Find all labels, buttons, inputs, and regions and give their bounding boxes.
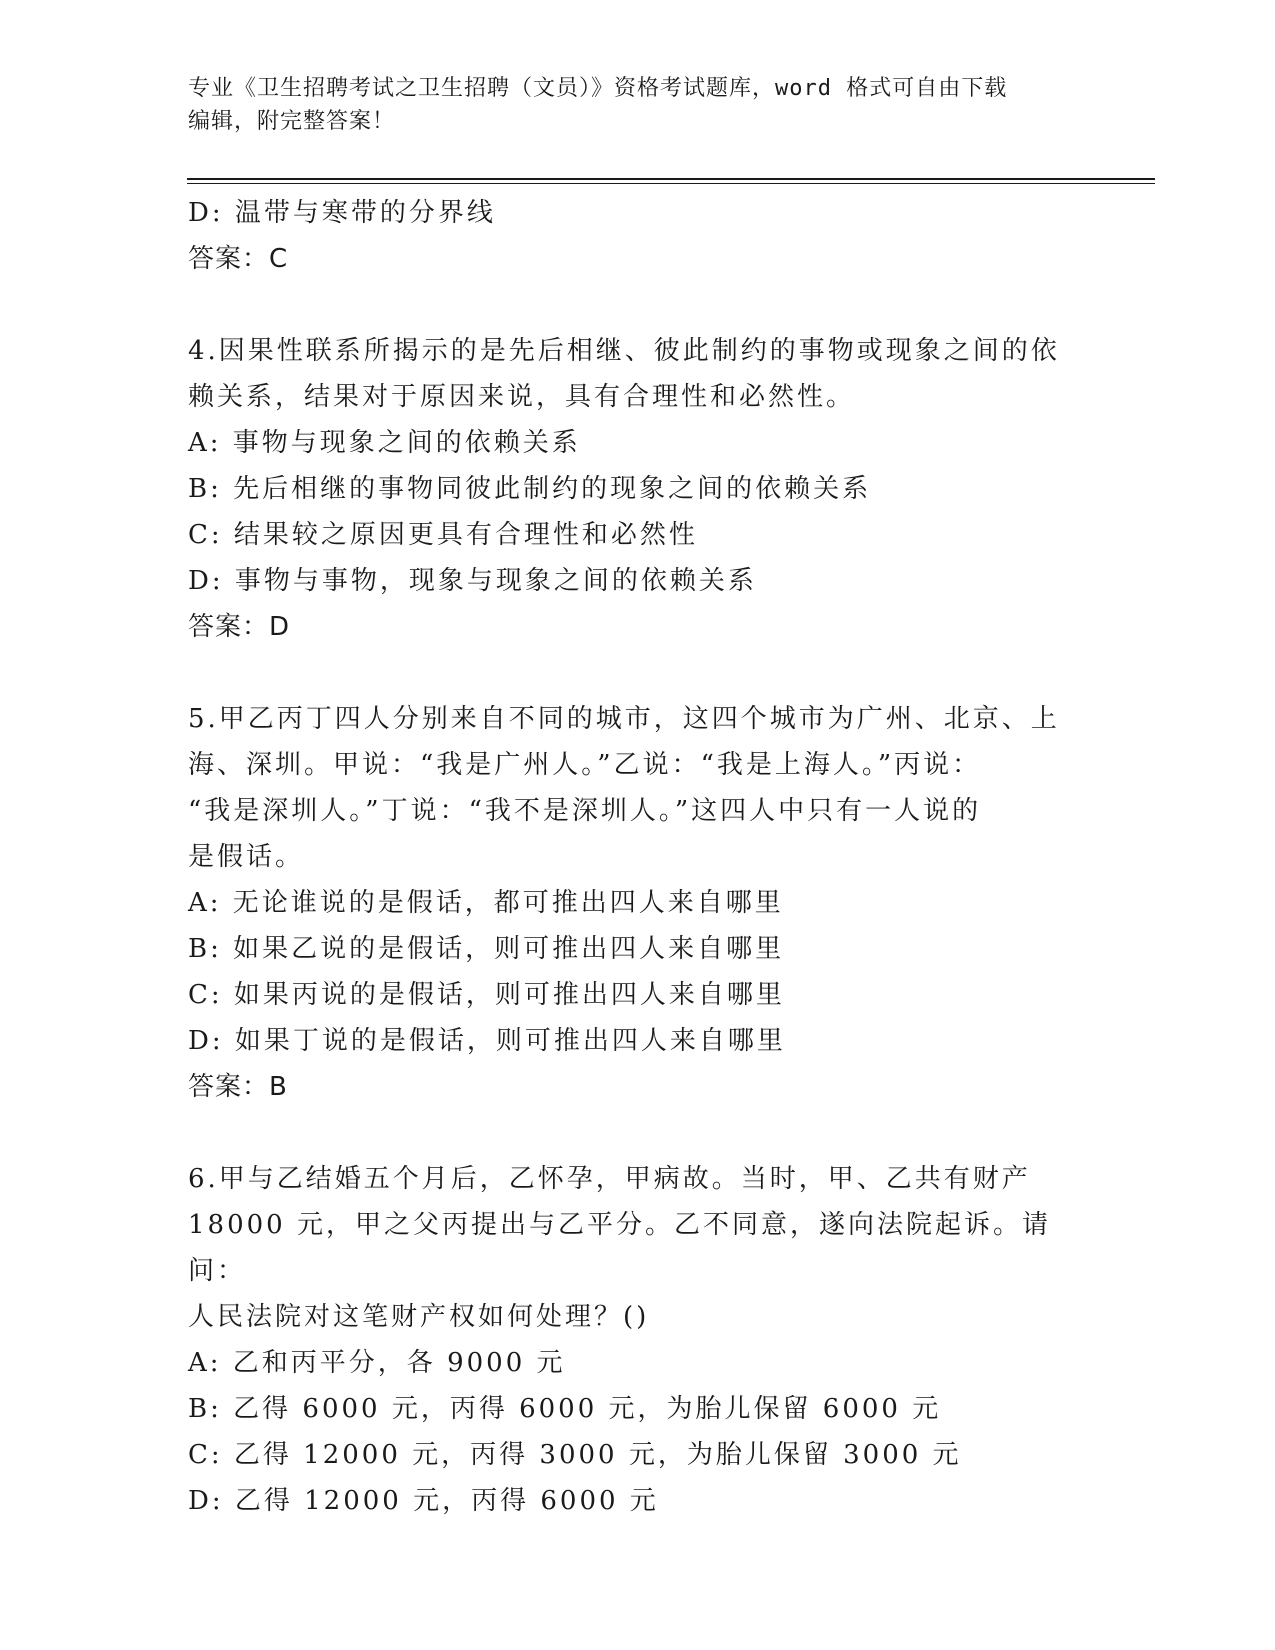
- q6-stem-3: 人民法院对这笔财产权如何处理？(): [188, 1302, 650, 1332]
- q4-option-c: C: 结果较之原因更具有合理性和必然性: [188, 520, 698, 550]
- q5-stem-3: “我是深圳人。”丁说：“我不是深圳人。”这四人中只有一人说的: [188, 796, 982, 826]
- q5-stem-4: 是假话。: [188, 842, 305, 872]
- spacer: [188, 1110, 1068, 1156]
- header-line-1: 专业《卫生招聘考试之卫生招聘（文员）》资格考试题库，word 格式可自由下载: [188, 76, 1008, 101]
- question-3-tail: [188, 190, 1068, 282]
- q4-option-a: A: 事物与现象之间的依赖关系: [188, 428, 581, 458]
- q5-option-b: B: 如果乙说的是假话，则可推出四人来自哪里: [188, 934, 785, 964]
- document-body: [188, 190, 1068, 1524]
- q5-answer: 答案：B: [188, 1072, 288, 1102]
- q5-option-c: C: 如果丙说的是假话，则可推出四人来自哪里: [188, 980, 785, 1010]
- header-rule-thin: [187, 183, 1155, 184]
- q3-option-d: D: 温带与寒带的分界线: [188, 198, 496, 228]
- q6-option-a: A: 乙和丙平分，各 9000 元: [188, 1348, 566, 1378]
- q5-stem-1: 5.甲乙丙丁四人分别来自不同的城市，这四个城市为广州、北京、上: [188, 704, 1060, 734]
- q4-stem-2: 赖关系，结果对于原因来说，具有合理性和必然性。: [188, 382, 856, 412]
- spacer: [188, 282, 1068, 328]
- q4-stem-1: 4.因果性联系所揭示的是先后相继、彼此制约的事物或现象之间的依: [188, 336, 1060, 366]
- q6-option-b: B: 乙得 6000 元，丙得 6000 元，为胎儿保留 6000 元: [188, 1394, 942, 1424]
- q6-stem-2: 18000 元，甲之父丙提出与乙平分。乙不同意，遂向法院起诉。请问：: [188, 1210, 1051, 1286]
- q5-stem-2: 海、深圳。甲说：“我是广州人。”乙说：“我是上海人。”丙说：: [188, 750, 982, 780]
- q3-answer: 答案：C: [188, 244, 289, 274]
- q5-option-d: D: 如果丁说的是假话，则可推出四人来自哪里: [188, 1026, 786, 1056]
- q4-answer: 答案：D: [188, 612, 291, 642]
- q6-option-c: C: 乙得 12000 元，丙得 3000 元，为胎儿保留 3000 元: [188, 1440, 962, 1470]
- document-header: [188, 72, 1088, 138]
- question-4: [188, 328, 1068, 650]
- q5-option-a: A: 无论谁说的是假话，都可推出四人来自哪里: [188, 888, 784, 918]
- question-5: [188, 696, 1068, 1110]
- q4-option-d: D: 事物与事物，现象与现象之间的依赖关系: [188, 566, 757, 596]
- header-line-2: 编辑，附完整答案！: [188, 109, 396, 134]
- q6-stem-1: 6.甲与乙结婚五个月后，乙怀孕，甲病故。当时，甲、乙共有财产: [188, 1164, 1031, 1194]
- header-rule-thick: [187, 178, 1155, 180]
- q4-option-b: B: 先后相继的事物同彼此制约的现象之间的依赖关系: [188, 474, 872, 504]
- q6-option-d: D: 乙得 12000 元，丙得 6000 元: [188, 1486, 659, 1516]
- question-6: [188, 1156, 1068, 1524]
- spacer: [188, 650, 1068, 696]
